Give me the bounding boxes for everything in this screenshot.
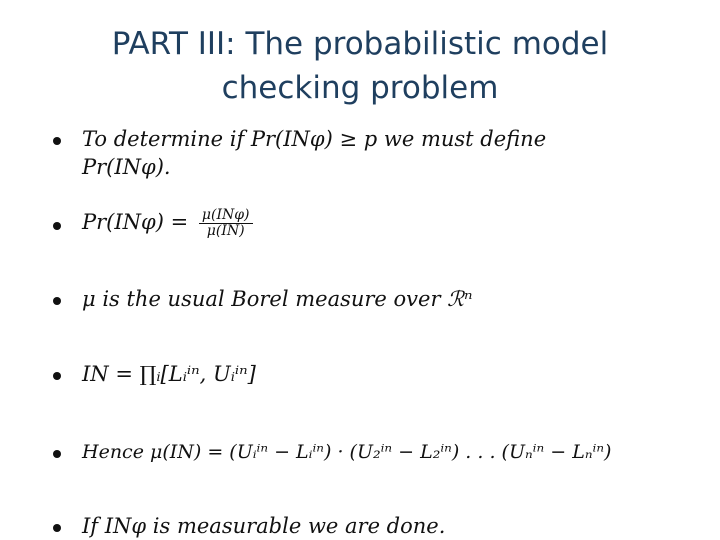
bullet-item-probability-ratio <box>48 208 708 242</box>
bullet-item-interval-product <box>48 360 708 388</box>
bullet-dot-icon <box>53 137 61 145</box>
bullet-item-measurable <box>48 512 708 540</box>
probability-ratio-lhs: Pr(INφ) = <box>82 210 189 234</box>
slide-title-line-2: checking problem <box>221 70 499 106</box>
bullet-line-1: To determine if Pr(INφ) ≥ p we must define <box>82 127 547 151</box>
bullet-dot-icon <box>53 450 61 458</box>
bullet-dot-icon <box>53 297 61 305</box>
bullet-item-borel-measure <box>48 285 708 313</box>
bullet-item-measure-formula <box>48 438 708 466</box>
bullet-text: Hence μ(IN) = (Uᵢⁱⁿ − Lᵢⁱⁿ) · (U₂ⁱⁿ − L₂ⁱⁿ) . . . (Uₙⁱⁿ − Lₙⁱⁿ) <box>82 441 612 463</box>
bullet-line-2: Pr(INφ). <box>82 155 171 179</box>
bullet-dot-icon <box>53 222 61 230</box>
bullet-item-define-probability <box>48 125 708 181</box>
bullet-text: IN = ∏ᵢ[Lᵢⁱⁿ, Uᵢⁱⁿ] <box>82 362 256 386</box>
probability-ratio-fraction <box>199 208 253 239</box>
bullet-text: μ is the usual Borel measure over ℛⁿ <box>82 287 473 311</box>
bullet-text <box>82 208 702 239</box>
bullet-text <box>82 125 702 181</box>
bullet-text: If INφ is measurable we are done. <box>82 514 446 538</box>
bullet-dot-icon <box>53 372 61 380</box>
bullet-dot-icon <box>53 524 61 532</box>
fraction-denominator: μ(IN) <box>206 223 245 239</box>
slide-title <box>40 22 680 110</box>
slide-title-line-1: PART III: The probabilistic model <box>111 26 609 62</box>
fraction-numerator: μ(INφ) <box>199 208 253 224</box>
